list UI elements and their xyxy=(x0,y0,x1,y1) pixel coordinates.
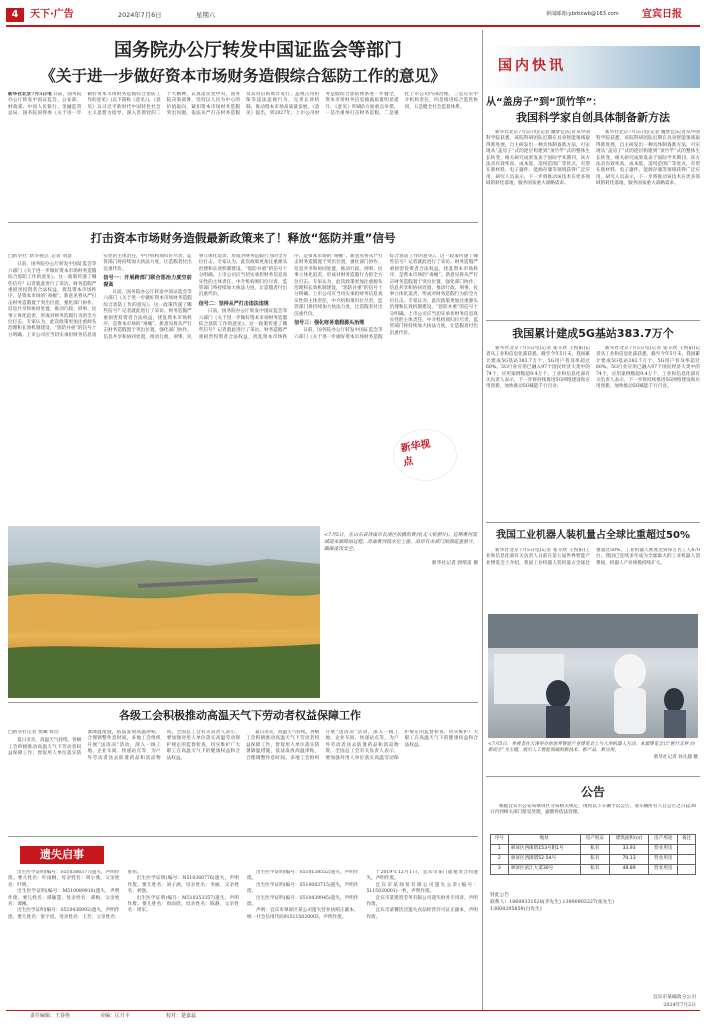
feature1-title: 打击资本市场财务造假最新政策来了！释放“惩防并重”信号 xyxy=(90,231,396,245)
feature1-subhead-1: 信号一：开展跨部门联合惩治力度空前提高 xyxy=(103,275,192,288)
story1-text: 新华社北京7月5日电(记者 魏梦佳)记者从中国科学院获悉，该院科研团队近期在具身智能领域取得新进展，自主研发出一种具体制备新方法，可实现从“盖房子”式的逐层构建到“顶竹竿”式的整体生长转变，相关研究成果发表于国际学术期刊。该方法具有效率高、成本低、适用范围广等优点，有望在新材料、电子器件、能源存储等领域获得广泛应用。研究人员表示，下一步将推动该技术在更多领域的转化落地，服务国家重大战略需求。 xyxy=(486,130,590,187)
notice-contact: 特此公告 联系人：18608331528(李先生) 13990903227(张先生) 13608295858(白先生) xyxy=(490,893,615,912)
table-cell: 2 xyxy=(491,854,509,864)
page-header xyxy=(0,6,706,26)
table-header-cell: 房产权证 xyxy=(580,835,609,845)
table-cell xyxy=(678,864,696,874)
footer-designer: 美编：匡升平 xyxy=(100,1013,131,1019)
notice-signer: 宜宾市某邮政分公司 xyxy=(652,995,696,1000)
robot-photo-caption: <7月5日，参观者在天津举办的世界智能产业博览会上与人形机器人互动。本届博览会以“智行无界 向新而生”为主题，展示人工智能领域的新技术、新产品、新应用。 xyxy=(488,742,695,754)
footer-rule xyxy=(6,1010,700,1011)
notices-title: 遗失启事 xyxy=(40,848,84,861)
yellow-river-photo xyxy=(8,526,320,698)
notice-item: 宜宾市某餐饮店遗失食品经营许可证正副本，声明作废。 xyxy=(366,908,478,920)
feature2-title: 各级工会积极推动高温天气下劳动者权益保障工作 xyxy=(119,709,361,722)
notice-sign-date: 2024年7月2日 xyxy=(663,1003,696,1008)
table-cell xyxy=(678,844,696,854)
story3-body xyxy=(486,548,700,612)
notice-item: 于2019年12月1日，宜宾市某门面租赁合同遗失，声明作废。 xyxy=(366,870,478,882)
feature2-divider xyxy=(8,702,478,703)
table-cell: 1 xyxy=(491,844,509,854)
table-cell: 70.13 xyxy=(609,854,648,864)
page-number: 4 xyxy=(11,9,19,20)
story2-text-2: 新华社北京7月5日电(记者 张辛欣 王悦阳)记者从工业和信息化部获悉，截至今年5月末，我国累计建成5G基站383.7万个，5G用户普及率超过60%。5G行业应用已融入97个国民经济大类中的74个，应用案例数超9.4万个。工业和信息化部有关负责人表示，下一步将持续推进5G网络建设和应用创新，加快推动5G赋能千行百业。 xyxy=(596,346,700,390)
right-column-divider xyxy=(482,30,483,1010)
feature1-text-4: 日前，国务院办公厅转发中国证监会等六部门《关于进一步做好资本市场财务造假综合惩防工作的意见》。这一政策传递了哪些信号？记者就此进行了采访。财务造假严重损害投资者合法权益，扰乱资本市场秩序，是资本市场的“毒瘤”。新意见将从严打击财务造假置于突出位置，强化部门协作、信息共享和协同处置，推动行政、刑事、民事立体化追责，形成对财务造假行为的全方位打击。专家认为，此次政策更加注重源头治理和长效机制建设，“惩防并重”的信号十分明确。上市公司应当切实承担财务信息真实性的主体责任，中介机构须归位尽责，监管部门将持续加大执法力度，让造假者付出沉重代价。 xyxy=(294,254,478,340)
domestic-news-banner xyxy=(486,46,700,88)
notices-body xyxy=(8,870,478,1008)
footer-editor: 责任编辑：王春艳 xyxy=(30,1013,71,1019)
story1-body xyxy=(486,130,700,316)
story1-kicker: 从“盖房子”到“顶竹竿”： xyxy=(486,97,603,108)
table-cell: 营业用房 xyxy=(649,864,678,874)
story1-title: 我国科学家自创具体制备新方法 xyxy=(516,111,670,124)
lead-dateline: 新华社北京7月5日电 xyxy=(8,92,52,97)
story2-body xyxy=(486,346,700,518)
lead-title-line1: 国务院办公厅转发中国证监会等部门 xyxy=(114,40,402,61)
notice-item: 出生医学证明(编号：N510360776)遗失，声明作废。要儿姓名：刘子涵，母亲姓名：李丽，父亲姓名：刘强。 xyxy=(127,876,239,895)
feature2-byline: □新华社记者 樊曦 黄浩 xyxy=(8,730,59,735)
feature2-text-2: 夏日炎炎，高温天气持续。各级工会积极推动高温天气下劳动者权益保障工作，督促用人单位落实防暑降温措施，依法发放高温津贴，合理调整作息时间。多地工会组织开展“送清凉”活动，深入一线工地、企业车间、快递站点等，为户外劳动者送去防暑药品和清凉物资。全国总工会有关负责人表示，要加强对用人单位落实高温劳动保护规定的监督检查，切实维护广大职工在高温天气下的健康权益和合法权益。 xyxy=(245,730,478,761)
story1-text-2: 新华社北京7月5日电(记者 魏梦佳)记者从中国科学院获悉，该院科研团队近期在具身智能领域取得新进展，自主研发出一种具体制备新方法，可实现从“盖房子”式的逐层构建到“顶竹竿”式的整体生长转变，相关研究成果发表于国际学术期刊。该方法具有效率高、成本低、适用范围广等优点，有望在新材料、电子器件、能源存储等领域获得广泛应用。研究人员表示，下一步将推动该技术在更多领域的转化落地，服务国家重大战略需求。 xyxy=(596,130,700,187)
notices-divider xyxy=(8,836,478,837)
notice-item: 出生医学证明(编号：M510089910)遗失，声明作废。要儿姓名：谭颖慧，母亲姓名：谭梅，父亲姓名：谭刚。 xyxy=(8,889,120,908)
page-number-badge xyxy=(6,8,24,22)
notice-item: 宜宾市某建筑劳务有限公司遗失财务专用章，声明作废。 xyxy=(366,895,478,908)
notice-item: 出生医学证明(编号：S510439945)遗失，声明作废。 xyxy=(247,895,359,908)
feature1-body xyxy=(8,254,478,524)
photo1-caption-box xyxy=(324,532,478,692)
table-row xyxy=(491,854,696,864)
notice-item: 出生医学证明(编号：S510003715)遗失，声明作废。 xyxy=(247,882,359,895)
feature2-body xyxy=(8,730,478,832)
table-cell: 翠屏区滨江大道30号 xyxy=(508,864,580,874)
property-table xyxy=(490,834,696,875)
notice-item: 宜宾市某商贸有限公司遗失公章(编号：5115020001)一枚，声明作废。 xyxy=(366,882,478,895)
table-cell xyxy=(678,854,696,864)
footer-proof: 校对：楚嘉蕊 xyxy=(166,1013,197,1019)
public-notice-text: 根据宜宾市公安局翠屏区分局相关规定，现将以下车辆予以公告，请车辆所有人自公告之日起30日内到相关部门接受处理，逾期将依法处理。 xyxy=(490,804,696,816)
table-row xyxy=(491,864,696,874)
header-weekday: 星期六 xyxy=(196,11,216,19)
paper-name: 宜宾日报 xyxy=(642,9,682,20)
story3-text: 新华社北京7月5日电(记者 张辛欣 王悦阳)工业和信息化部有关负责人日前在第七届世界智能产业博览会上介绍，我国工业机器人装机量占全球比重超过50%，工业机器人密度达到每万名工人470台。我国已连续多年成为全球最大的工业机器人消费国，机器人产业规模持续扩大。 xyxy=(486,548,700,566)
story3-divider xyxy=(486,522,700,523)
xinhua-viewpoint-label: 新华视点 xyxy=(399,438,432,469)
table-cell: 私有 xyxy=(580,854,609,864)
header-date: 2024年7月6日 xyxy=(118,11,162,19)
story2-title: 我国累计建成5G基站383.7万个 xyxy=(512,327,674,340)
photo1-credit: 新华社记者 郭绪雷 摄 xyxy=(431,560,478,566)
story3-title: 我国工业机器人装机量占全球比重超过50% xyxy=(496,530,690,541)
table-header-cell: 序号 xyxy=(491,835,509,845)
story2-divider xyxy=(486,320,700,321)
notice-item: 出生医学证明(编号：S510436992)遗失，声明作废。要儿姓名：张宇宸，母亲姓名：王芳，父亲姓名：张伟。 xyxy=(8,870,142,920)
lead-text: 日前，国务院办公厅转发中国证监会、公安部、财政部、中国人民银行、金融监管总局、国务院国资委《关于进一步做好资本市场财务造假综合惩防工作的意见》(以下简称《意见》)。《意见》以习近平新时代中国特色社会主义思想为指导，深入贯彻党的二十大精神，认真落实党中央、国务院决策部署，坚持以人民为中心的价值取向，紧扣资本市场财务造假突出问题，依法从严打击财务造假及其背后的欺诈发行、违规占用担保等违法违规行为，完善长效机制，推动资本市场高质量发展。《意见》提出，到2027年，上市公司财务造假综合惩防体系进一步健全，资本市场财务信息披露质量明显提升。《意见》明确5方面重点举措。一是出重拳打击财务造假，二是强化上市公司内部治理，三是压实中介机构责任，四是推进综合监管协同，五是健全社会监督体系。 xyxy=(8,92,478,117)
table-header-cell: 地址 xyxy=(508,835,580,845)
table-row xyxy=(491,844,696,854)
public-notice-title: 公告 xyxy=(580,785,605,799)
table-cell: 营业用房 xyxy=(649,844,678,854)
domestic-news-title: 国内快讯 xyxy=(498,58,566,74)
robot-photo-credit: 新华社记者 孙凡越 摄 xyxy=(653,754,698,760)
notice-item: 出生医学证明(编号：S510138552)遗失，声明作废。 xyxy=(247,870,359,882)
lead-title-line2: 《关于进一步做好资本市场财务造假综合惩防工作的意见》 xyxy=(40,67,446,85)
table-header-cell: 备注 xyxy=(678,835,696,845)
notice-item: 出生医学证明(编号：M510253357)遗失，声明作废。要儿姓名：周雨欣，母亲姓名：陈静，父亲姓名：周军。 xyxy=(127,895,239,914)
header-rule xyxy=(6,25,700,27)
river-photo-details xyxy=(8,526,320,698)
feature1-text: 日前，国务院办公厅转发中国证监会等六部门《关于进一步做好资本市场财务造假综合惩防工作的意见》。这一政策传递了哪些信号？记者就此进行了采访。财务造假严重损害投资者合法权益，扰乱资本市场秩序，是资本市场的“毒瘤”。新意见将从严打击财务造假置于突出位置，强化部门协作、信息共享和协同处置，推动行政、刑事、民事立体化追责，形成对财务造假行为的全方位打击。专家认为，此次政策更加注重源头治理和长效机制建设，“惩防并重”的信号十分明确。上市公司应当切实承担财务信息真实性的主体责任，中介机构须归位尽责，监管部门将持续加大执法力度，让造假者付出沉重代价。 xyxy=(8,254,192,338)
table-header-cell: 房产用途 xyxy=(649,835,678,845)
robot-photo-details xyxy=(488,614,698,738)
feature1-subhead-3: 信号三：强化财务造假源头治理 xyxy=(294,320,365,327)
table-cell: 3 xyxy=(491,864,509,874)
feature1-text-3: 日前，国务院办公厅转发中国证监会等六部门《关于进一步做好资本市场财务造假综合惩防工作的意见》。这一政策传递了哪些信号？记者就此进行了采访。财务造假严重损害投资者合法权益，扰乱资本市场秩序，是资本市场的“毒瘤”。新意见将从严打击财务造假置于突出位置，强化部门协作、信息共享和协同处置，推动行政、刑事、民事立体化追责，形成对财务造假行为的全方位打击。专家认为，此次政策更加注重源头治理和长效机制建设，“惩防并重”的信号十分明确。上市公司应当切实承担财务信息真实性的主体责任，中介机构须归位尽责，监管部门将持续加大执法力度，让造假者付出沉重代价。 xyxy=(198,254,383,340)
notices-title-box xyxy=(20,846,104,864)
feature1-byline: □新华社“新华视点”记者 刘慧 xyxy=(8,254,72,259)
section-name: 天下·广告 xyxy=(30,9,74,20)
feature1-text-2: 日前，国务院办公厅转发中国证监会等六部门《关于进一步做好资本市场财务造假综合惩防工作的意见》。这一政策传递了哪些信号？记者就此进行了采访。财务造假严重损害投资者合法权益，扰乱资本市场秩序，是资本市场的“毒瘤”。新意见将从严打击财务造假置于突出位置，强化部门协作、信息共享和协同处置，推动行政、刑事、民事立体化追责，形成对财务造假行为的全方位打击。专家认为，此次政策更加注重源头治理和长效机制建设，“惩防并重”的信号十分明确。上市公司应当切实承担财务信息真实性的主体责任，中介机构须归位尽责，监管部门将持续加大执法力度，让造假者付出沉重代价。 xyxy=(103,254,288,340)
notice-item: 出生医学证明(编号：S510366377)遗失，声明作废。要儿姓名：叶雨桐，母亲姓名：周小燕，父亲姓名：叶明。 xyxy=(8,870,120,888)
notice-item: 声明：宜宾市翠屏区某公司遗失营业执照正副本，统一社会信用代码915115020003，声明作废。 xyxy=(247,908,359,920)
header-email: 新闻邮箱:ybrbxwb@163.com xyxy=(546,11,619,17)
table-cell: 翠屏区西街塔153号附1号 xyxy=(508,844,580,854)
robot-photo-caption-box xyxy=(488,742,698,772)
table-header-cell: 建筑面积(㎡) xyxy=(609,835,648,845)
feature2-text: 夏日炎炎，高温天气持续。各级工会积极推动高温天气下劳动者权益保障工作，督促用人单位落实防暑降温措施，依法发放高温津贴，合理调整作息时间。多地工会组织开展“送清凉”活动，深入一线工地、企业车间、快递站点等，为户外劳动者送去防暑药品和清凉物资。全国总工会有关负责人表示，要加强对用人单位落实高温劳动保护规定的监督检查，切实维护广大职工在高温天气下的健康权益和合法权益。 xyxy=(8,730,240,761)
feature1-subhead-2: 信号二：坚持从严打击违法违规 xyxy=(198,300,269,307)
table-cell: 私有 xyxy=(580,844,609,854)
xinhua-viewpoint-badge xyxy=(394,430,456,480)
lead-body xyxy=(8,92,478,216)
table-cell: 翠屏区西街塔52-54号 xyxy=(508,854,580,864)
table-cell: 33.93 xyxy=(609,844,648,854)
notice-top-divider xyxy=(486,776,700,777)
story2-text: 新华社北京7月5日电(记者 张辛欣 王悦阳)记者从工业和信息化部获悉，截至今年5月末，我国累计建成5G基站383.7万个，5G用户普及率超过60%。5G行业应用已融入97个国民经济大类中的74个，应用案例数超9.4万个。工业和信息化部有关负责人表示，下一步将持续推进5G网络建设和应用创新，加快推动5G赋能千行百业。 xyxy=(486,346,590,390)
photo1-caption: <7月5日，在山东省济南市长清区拍摄的黄河(无人机照片)。近期黄河流域迎来强降雨过程，济南黄河段水位上涨，沿岸有关部门加强巡查值守，确保度汛安全。 xyxy=(324,533,478,553)
table-cell: 营业用房 xyxy=(649,854,678,864)
property-table-header xyxy=(491,835,696,845)
table-cell: 私有 xyxy=(580,864,609,874)
lead-divider xyxy=(8,222,478,223)
table-cell: 48.89 xyxy=(609,864,648,874)
robot-expo-photo xyxy=(488,614,698,738)
